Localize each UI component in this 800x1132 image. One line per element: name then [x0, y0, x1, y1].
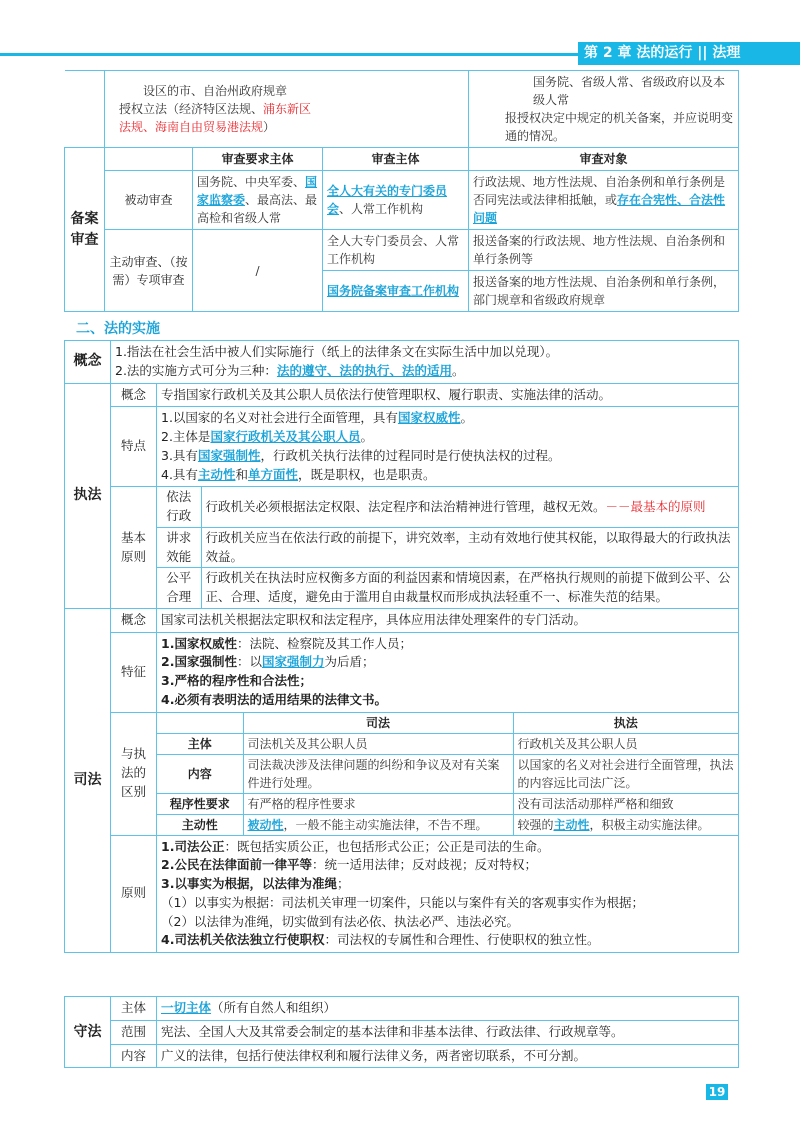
obey-subject-label: 主体 — [111, 997, 157, 1021]
diff-row-enforce: 行政机关及其公职人员 — [513, 733, 738, 754]
header-rule — [0, 53, 578, 56]
col-subject: 审查主体 — [323, 148, 469, 171]
authorization-right — [469, 71, 739, 148]
page-number: 19 — [706, 1084, 728, 1100]
auth-line3: ） — [263, 120, 276, 134]
judicial-concept-label: 概念 — [111, 608, 157, 632]
principle-fair-label: 公平合理 — [157, 568, 201, 608]
page-header — [0, 42, 800, 65]
concept-line2-blue: 法的遵守、法的执行、法的适用 — [276, 362, 452, 378]
concept-label: 概念 — [65, 341, 111, 384]
judicial-principles-row — [65, 835, 739, 953]
section-title: 二、法的实施 — [76, 321, 160, 337]
diff-row-judicial: 被动性，一般不能主动实施法律，不告不理。 — [243, 814, 513, 835]
concept-content: 1.指法在社会生活中被人们实际施行（纸上的法律条文在实际生活中加以兑现）。 2.法的实施方式可分为三种：法的遵守、法的执行、法的适用。 — [111, 341, 739, 384]
auth-line3-red: 法规、海南自由贸易港法规 — [119, 120, 264, 134]
active-label: 主动审查、（按需）专项审查 — [105, 230, 193, 312]
passive-object: 行政法规、地方性法规、自治条例和单行条例是否同宪法或法律相抵触，或存在合宪性、合法性问题 — [469, 171, 739, 230]
judicial-diff-label: 与执法的区别 — [111, 712, 157, 835]
col-judicial: 司法 — [243, 713, 513, 734]
row-label-filing-review: 备案审查 — [65, 148, 105, 312]
passive-req-blue: 国家监察委 — [197, 175, 318, 207]
diff-row-judicial: 有严格的程序性要求 — [243, 793, 513, 814]
active-object-1: 报送备案的行政法规、地方性法规、自治条例和单行条例等 — [469, 230, 739, 271]
enforce-principles-row — [65, 487, 739, 609]
obey-table — [64, 996, 739, 1068]
col-enforce: 执法 — [513, 713, 738, 734]
active-subject-2: 国务院备案审查工作机构 — [323, 271, 469, 312]
obey-scope-label: 范围 — [111, 1020, 157, 1044]
enforce-principles-label: 基本原则 — [111, 487, 157, 609]
enforce-features: 1.以国家的名义对社会进行全面管理，具有国家权威性。 2.主体是国家行政机关及其公职人员。 3.具有国家强制性，行政机关执行法律的过程同时是行使执法权的过程。 4.具有主动性和单方面性，既是职权，也是职责。 — [157, 407, 739, 487]
enforce-principles — [157, 487, 738, 608]
judicial-diff-table — [157, 713, 738, 835]
diff-row-name: 主体 — [157, 733, 243, 754]
passive-subject-blue: 全人大有关的专门委员会 — [327, 184, 448, 216]
diff-row-judicial: 司法裁决涉及法律问题的纠纷和争议及对有关案件进行处理。 — [243, 754, 513, 793]
enforce-features-row — [65, 407, 739, 487]
review-header-row — [65, 148, 739, 171]
active-req: / — [193, 230, 323, 312]
principle-legal-label: 依法行政 — [157, 487, 201, 527]
principle-efficiency-label: 讲求效能 — [157, 527, 201, 568]
passive-object-blue: 存在合宪性、合法性问题 — [473, 193, 726, 225]
col-subject-req: 审查要求主体 — [193, 148, 323, 171]
obey-subject: 一切主体（所有自然人和组织） — [157, 997, 739, 1021]
judicial-features: 1.国家权威性：法院、检察院及其工作人员； 2.国家强制性：以国家强制力为后盾； 3.严格的程序性和合法性； 4.必须有表明法的适用结果的法律文书。 — [157, 632, 739, 712]
passive-review-row — [65, 171, 739, 230]
judicial-concept-text: 国家司法机关根据法定职权和法定程序，具体应用法律处理案件的专门活动。 — [157, 608, 739, 632]
judicial-diff-row — [65, 712, 739, 835]
principle-fair-text: 行政机关在执法时应权衡多方面的利益因素和情境因素，在严格执行规则的前提下做到公平、公正、合理、适度，避免由于滥用自由裁量权而形成执法轻重不一、标准失范的结果。 — [201, 568, 738, 608]
active-subject-1: 全人大专门委员会、人常工作机构 — [323, 230, 469, 271]
passive-req: 国务院、中央军委、国家监察委、最高法、最高检和省级人常 — [193, 171, 323, 230]
implementation-table — [64, 340, 739, 953]
enforce-concept-label: 概念 — [111, 383, 157, 407]
auth-line2: 授权立法（经济特区法规、 — [119, 102, 264, 116]
diff-row-judicial: 司法机关及其公职人员 — [243, 733, 513, 754]
auth-line2-red: 浦东新区 — [263, 102, 312, 116]
judicial-principles: 1.司法公正：既包括实质公正，也包括形式公正；公正是司法的生命。 2.公民在法律面前一律平等：统一适用法律；反对歧视；反对特权； 3.以事实为根据，以法律为准绳； （1）以事实为根据：司法机关审理一切案件，只能以与案件有关的客观事实作为根据； （2）以法律为准绳，切实做到有法必依、执法必严、违法必究。 4.司法机关依法独立行使职权：司法权的专属性和合理性、行使职权的独立性。 — [157, 835, 739, 953]
col-object: 审查对象 — [469, 148, 739, 171]
active-review-row — [65, 230, 739, 271]
enforce-label: 执法 — [65, 383, 111, 608]
judicial-concept-row — [65, 608, 739, 632]
obey-scope: 宪法、全国人大及其常委会制定的基本法律和非基本法律、行政法律、行政规章等。 — [157, 1020, 739, 1044]
auth-line1: 设区的市、自治州政府规章 — [143, 84, 288, 98]
authorization-row — [65, 71, 739, 148]
chapter-title: 第 2 章 法的运行 || 法理 — [578, 42, 800, 65]
diff-row-name: 程序性要求 — [157, 793, 243, 814]
diff-row-enforce: 没有司法活动那样严格和细致 — [513, 793, 738, 814]
concept-row — [65, 341, 739, 384]
review-table — [64, 70, 739, 312]
diff-row-name: 内容 — [157, 754, 243, 793]
judicial-features-label: 特征 — [111, 632, 157, 712]
diff-row-name: 主动性 — [157, 814, 243, 835]
concept-line1: 1.指法在社会生活中被人们实际施行（纸上的法律条文在实际生活中加以兑现）。 — [115, 344, 559, 359]
active-object-2: 报送备案的地方性法规、自治条例和单行条例，部门规章和省级政府规章 — [469, 271, 739, 312]
passive-label: 被动审查 — [105, 171, 193, 230]
enforce-features-label: 特点 — [111, 407, 157, 487]
judicial-label: 司法 — [65, 608, 111, 952]
auth-right-line1: 国务院、省级人常、省级政府以及本级人常 — [533, 75, 726, 107]
obey-content: 广义的法律，包括行使法律权利和履行法律义务，两者密切联系，不可分割。 — [157, 1044, 739, 1068]
authorization-left — [105, 71, 469, 148]
principle-efficiency-text: 行政机关应当在依法行政的前提下，讲究效率，主动有效地行使其权能，以取得最大的行政执法效益。 — [201, 527, 738, 568]
judicial-features-row — [65, 632, 739, 712]
diff-row-enforce: 较强的主动性，积极主动实施法律。 — [513, 814, 738, 835]
diff-row-enforce: 以国家的名义对社会进行全面管理，执法的内容远比司法广泛。 — [513, 754, 738, 793]
principle-legal-note: －－最基本的原则 — [605, 498, 706, 514]
enforce-concept-row — [65, 383, 739, 407]
principle-legal-text: 行政机关必须根据法定权限、法定程序和法治精神进行管理，越权无效。 — [205, 498, 606, 514]
auth-right-line2: 报授权决定中规定的机关备案，并应说明变通的情况。 — [505, 111, 734, 143]
obey-content-label: 内容 — [111, 1044, 157, 1068]
passive-subject: 全人大有关的专门委员会、人常工作机构 — [323, 171, 469, 230]
enforce-concept-text: 专指国家行政机关及其公职人员依法行使管理职权、履行职责、实施法律的活动。 — [157, 383, 739, 407]
judicial-principles-label: 原则 — [111, 835, 157, 953]
obey-label: 守法 — [65, 997, 111, 1068]
